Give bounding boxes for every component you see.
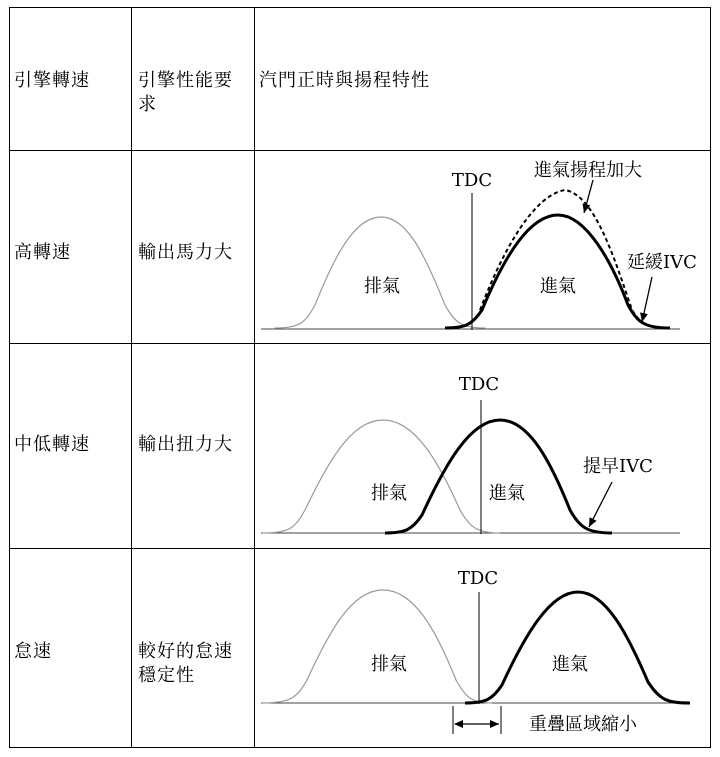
row-idle-requirement: 較好的怠速穩定性 xyxy=(138,641,233,686)
tdc-label-row3: TDC xyxy=(457,568,499,589)
intake-label-row3: 進氣 xyxy=(552,654,588,675)
intake-label-row1: 進氣 xyxy=(540,276,576,297)
header-engine-requirement: 引擎性能要求 xyxy=(138,70,233,115)
tdc-label-row1: TDC xyxy=(451,170,493,191)
row-high-speed-requirement: 輸出馬力大 xyxy=(138,242,233,263)
intake-curve-row2 xyxy=(385,420,612,533)
exhaust-curve-row3 xyxy=(262,590,492,703)
exhaust-label-row3: 排氣 xyxy=(371,654,407,675)
intake-label-row2: 進氣 xyxy=(489,483,525,504)
header-engine-speed: 引擎轉速 xyxy=(14,70,90,91)
advance-ivc-note: 提早IVC xyxy=(583,456,653,477)
lift-increase-note: 進氣揚程加大 xyxy=(534,160,642,181)
exhaust-curve-row2 xyxy=(262,420,500,533)
row-mid-low-speed-requirement: 輸出扭力大 xyxy=(138,434,233,455)
delay-ivc-arrow xyxy=(642,277,652,322)
tdc-label-row2: TDC xyxy=(458,374,500,395)
exhaust-label-row2: 排氣 xyxy=(371,483,407,504)
header-valve-timing: 汽門正時與揚程特性 xyxy=(259,70,430,91)
exhaust-curve-row1 xyxy=(275,217,485,328)
overlap-reduced-note: 重疊區域縮小 xyxy=(529,714,637,735)
intake-curve-row3 xyxy=(465,592,690,703)
advance-ivc-arrow xyxy=(589,482,612,527)
exhaust-label-row1: 排氣 xyxy=(364,276,400,297)
row-idle-label: 怠速 xyxy=(14,641,52,662)
delay-ivc-note: 延緩IVC xyxy=(627,252,697,273)
row-high-speed-label: 高轉速 xyxy=(14,242,71,263)
row-mid-low-speed-label: 中低轉速 xyxy=(14,434,90,455)
